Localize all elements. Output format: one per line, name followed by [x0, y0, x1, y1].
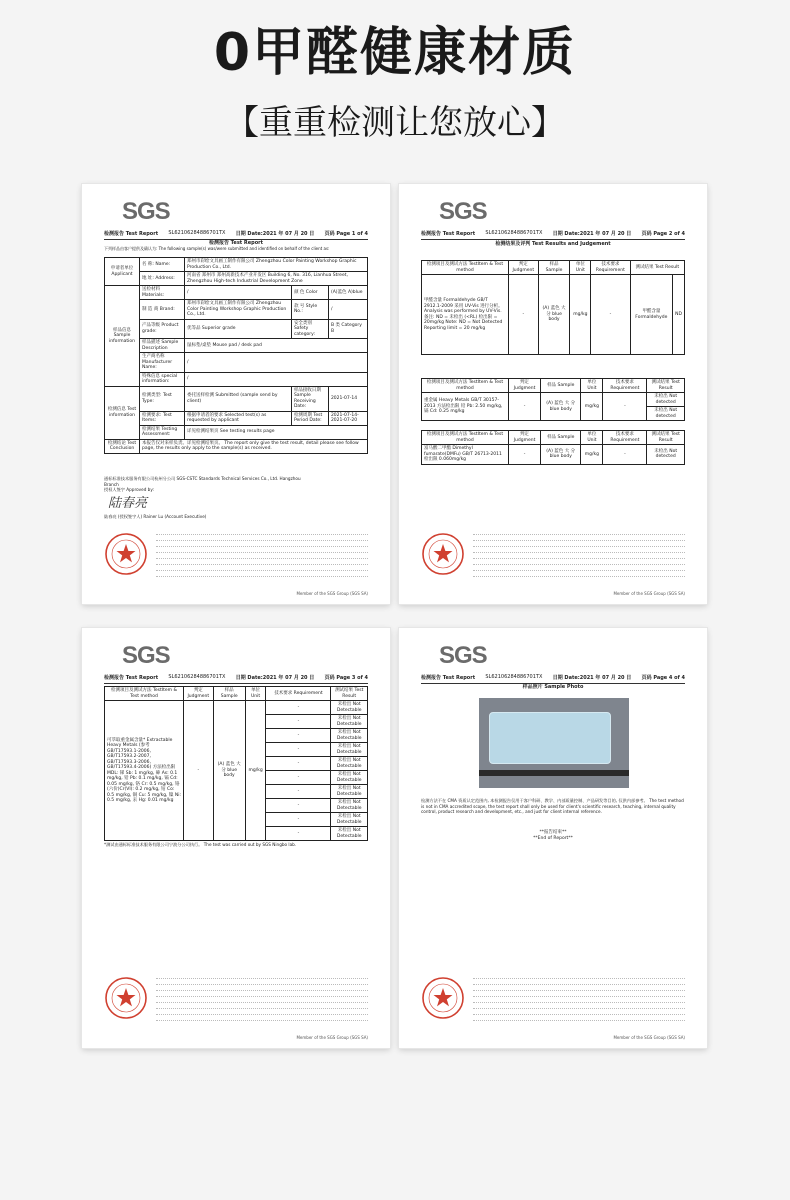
col-result: 测试结果 Test Result	[647, 431, 685, 445]
col-requirement: 技术要求 Requirement	[603, 431, 647, 445]
section-title: 检测结果及评判 Test Results and Judgement	[495, 241, 611, 247]
member-line: Member of the SGS Group (SGS SA)	[296, 1035, 368, 1040]
sample-info-label: 样品信息 Sample information	[105, 286, 140, 387]
col-result: 测试结果 Test Result	[647, 379, 685, 393]
name-label: 名 称: Name:	[140, 258, 185, 272]
report-page-1	[82, 184, 390, 604]
sgs-logo: SGS	[439, 642, 487, 669]
col-requirement: 技术要求 Requirement	[603, 379, 647, 393]
end-of-report-cn: **报告结束**	[539, 830, 567, 835]
report-header	[104, 674, 368, 684]
report-date: 日期 Date:2021 年 07 月 20 日	[552, 675, 632, 681]
dmfu-method: 富马酸二甲酯 Dimethyl fumarate(DMFu) GB/T 26713-2011 检出限 0.060mg/kg	[422, 445, 509, 465]
page-footer	[104, 974, 368, 1030]
col-item: 检测项目及测试方法 TestItem & Test method	[105, 687, 184, 701]
manufacturer-label: 生产商名称 Manufacturer Name:	[140, 353, 185, 373]
result-cell: 未检出 Not Detectable	[331, 771, 368, 785]
lab-note: *测试由通标标准技术服务有限公司宁波分公司执行。 The test was carried out by SGS Ningbo lab.	[104, 842, 297, 847]
report-number: SL62106284886701TX	[485, 674, 543, 680]
section-title: 检测报告 Test Report	[208, 240, 264, 246]
intro-text: 下列样品由客户提供及确认为: The following sample(s) was/were submitted and identified on behalf of the client as:	[104, 246, 330, 251]
name-value: 郑州市彩绘文具画工制作有限公司 Zhengzhou Color Painting Workshop Graphic Production Co., Ltd.	[185, 258, 368, 272]
col-unit: 单位 Unit	[581, 379, 603, 393]
extractable-metals-table	[104, 686, 368, 841]
receive-date-value: 2021-07-14	[328, 386, 367, 411]
heavy-metals-table	[421, 378, 685, 421]
approved-by: 授权人签字 Approved by:	[104, 487, 154, 492]
requirement-cell: -	[266, 743, 331, 757]
formaldehyde-name: 甲醛含量 Formaldehyde	[630, 275, 673, 355]
col-sample: 样品 Sample	[541, 379, 581, 393]
test-type-label: 检测类型: Test Type:	[140, 386, 185, 411]
result-cell: 未检出 Not Detectable	[331, 799, 368, 813]
heavy-metals-result-pb: 未检出 Not detected	[647, 393, 685, 407]
col-unit: 单位 Unit	[570, 261, 591, 275]
extractable-metals-sample: (A) 蓝色 大 分 blue body	[213, 701, 245, 841]
test-type-value: 委托送样检测 Submitted (sample send by client)	[185, 386, 292, 411]
seal-stamp-icon	[104, 976, 148, 1020]
sgs-logo: SGS	[122, 642, 170, 669]
report-label: 检测报告 Test Report	[104, 231, 159, 237]
report-page-3	[82, 628, 390, 1048]
maker-label: 制 造 商 Brand:	[140, 300, 185, 320]
result-cell: 未检出 Not Detectable	[331, 785, 368, 799]
heavy-metals-unit: mg/kg	[581, 393, 603, 421]
col-item: 检测项目及测试方法 TestItem & Test method	[422, 261, 509, 275]
dmfu-sample: (A) 蓝色 大 分 blue body	[541, 445, 581, 465]
applicant-label: 申请者单位 Applicant	[105, 258, 140, 286]
report-label: 检测报告 Test Report	[421, 675, 476, 681]
extractable-metals-unit: mg/kg	[245, 701, 266, 841]
report-date: 日期 Date:2021 年 07 月 20 日	[235, 675, 315, 681]
seal-stamp-icon	[104, 532, 148, 576]
requirement-cell: -	[266, 799, 331, 813]
report-date: 日期 Date:2021 年 07 月 20 日	[552, 231, 632, 237]
report-header	[421, 230, 685, 240]
formaldehyde-requirement: -	[591, 275, 630, 355]
report-date: 日期 Date:2021 年 07 月 20 日	[235, 231, 315, 237]
test-period-label: 检测周期 Test Period Date:	[291, 411, 328, 425]
requirement-cell: -	[266, 757, 331, 771]
report-header	[104, 230, 368, 240]
seal-stamp-icon	[421, 976, 465, 1020]
formaldehyde-judgment: -	[509, 275, 539, 355]
color-value: (A)蓝色 A)blue	[328, 286, 367, 300]
desc-label: 样品描述 Sample Description	[140, 339, 185, 353]
dmfu-table	[421, 430, 685, 465]
dmfu-judgment: -	[509, 445, 541, 465]
report-header	[421, 674, 685, 684]
safety-value: B 类 Category B	[328, 319, 367, 339]
col-unit: 单位 Unit	[581, 431, 603, 445]
result-cell: 未检出 Not Detectable	[331, 729, 368, 743]
result-cell: 未检出 Not Detectable	[331, 701, 368, 715]
formaldehyde-method: 甲醛含量 Formaldehyde GB/T 2912.1-2009 采用 UV-Vis 进行分析。 Analysis was performed by UV-Vis. 备注: ND = 未检出 (<RL) 检出限 = 20mg/kg Note: ND = Not Detected Reporting limit = 20 mg/kg	[422, 275, 509, 355]
conclusion-value: 本报告仅对来样负责。详见检测结果页。 The report only give the test result, detail please see follow page, the results only apply to the sample(s) as received.	[140, 439, 368, 453]
page-footer	[104, 530, 368, 586]
col-unit: 单位 Unit	[245, 687, 266, 701]
cma-statement: 检测方法不在 CMA 资质认定范围内, 本检测报告仅用于客户科研、教学、内部质量控制、产品研发等目的, 仅供内部参考。 The test method is not in CMA accredited scope, the test report shall only be used for client's scientific research, teaching, internal quality control, product research and development, etc., and just for client internal reference.	[421, 798, 684, 814]
sgs-logo: SGS	[439, 198, 487, 225]
page-number: 页码 Page 2 of 4	[641, 231, 685, 237]
page-title: 0甲醛健康材质	[213, 23, 577, 83]
signer-name: 陆春亮 (授权签字人) Rainer Lu (Account Executive)	[104, 513, 207, 519]
col-requirement: 技术要求 Requirement	[266, 687, 331, 701]
fine-print	[156, 534, 368, 582]
style-value: /	[328, 300, 367, 320]
mouse-pad-image	[489, 712, 611, 764]
requirement-cell: -	[266, 771, 331, 785]
extractable-metals-method: 可萃取重金属含量* Extractable Heavy Metals (参考 GB/T17593.1-2006, GB/T17593.2-2007, GB/T17593.3-2006, GB/T17593.4-2006) 方法检出限 MDL: 锑 Sb: 1 mg/kg, 砷 As: 0.1 mg/kg, 铅 Pb: 0.1 mg/kg, 镉 Cd: 0.05 mg/kg, 铬 Cr: 0.5 mg/kg, 铬(六价)Cr(VI): 0.2 mg/kg, 钴 Co: 0.5 mg/kg, 铜 Cu: 5 mg/kg, 镍 Ni: 0.5 mg/kg, 汞 Hg: 0.01 mg/kg	[105, 701, 184, 841]
page-footer	[421, 530, 685, 586]
requirement-cell: -	[266, 813, 331, 827]
heavy-metals-sample: (A) 蓝色 大 分 blue body	[541, 393, 581, 421]
material-label: 送检材料 Materials:	[140, 286, 185, 300]
col-judgment: 判定 Judgment	[184, 687, 214, 701]
style-label: 款 号 Style No.:	[291, 300, 328, 320]
result-cell: 未检出 Not Detectable	[331, 813, 368, 827]
desc-value: 鼠标垫/桌垫 Mouse pad / desk pad	[185, 339, 368, 353]
col-requirement: 技术要求 Requirement	[591, 261, 630, 275]
special-value: /	[185, 372, 368, 386]
col-judgment: 判定 Judgment	[509, 261, 539, 275]
dmfu-unit: mg/kg	[581, 445, 603, 465]
page-footer	[421, 974, 685, 1030]
grade-label: 产品等级 Product grade:	[140, 319, 185, 339]
result-cell: 未检出 Not Detectable	[331, 827, 368, 841]
grade-value: 优等品 Superior grade	[185, 319, 292, 339]
special-label: 特殊信息 special information:	[140, 372, 185, 386]
conclusion-label: 检测结论 Test Conclusion	[105, 439, 140, 453]
safety-label: 安全类别 Safety category:	[291, 319, 328, 339]
report-info-table	[104, 257, 368, 454]
test-period-value: 2021-07-14-2021-07-20	[328, 411, 367, 425]
requirement-cell: -	[266, 785, 331, 799]
heavy-metals-method: 重金属 Heavy Metals GB/T 30157-2013 方法检出限 铅 Pb: 2.50 mg/kg, 镉 Cd: 0.25 mg/kg	[422, 393, 509, 421]
member-line: Member of the SGS Group (SGS SA)	[613, 1035, 685, 1040]
sample-photo	[479, 698, 629, 788]
test-items-value: 根据申请者的要求 Selected test(s) as requested by applicant	[185, 411, 292, 425]
page-subtitle: 【重重检测让您放心】	[225, 103, 565, 143]
requirement-cell: -	[266, 729, 331, 743]
photo-title: 样品照片 Sample Photo	[522, 684, 584, 690]
member-line: Member of the SGS Group (SGS SA)	[613, 591, 685, 596]
formaldehyde-unit: mg/kg	[570, 275, 591, 355]
page-number: 页码 Page 1 of 4	[324, 231, 368, 237]
result-cell: 未检出 Not Detectable	[331, 743, 368, 757]
col-item: 检测项目及测试方法 TestItem & Test method	[422, 431, 509, 445]
result-cell: 未检出 Not Detectable	[331, 715, 368, 729]
member-line: Member of the SGS Group (SGS SA)	[296, 591, 368, 596]
material-value: /	[185, 286, 292, 300]
end-of-report-en: **End of Report**	[533, 836, 573, 841]
result-cell: 未检出 Not Detectable	[331, 757, 368, 771]
formaldehyde-sample: (A) 蓝色 大 分 blue body	[538, 275, 570, 355]
heavy-metals-judgment: -	[509, 393, 541, 421]
lab-company: 通标标准技术服务有限公司杭州分公司 SGS-CSTC Standards Technical Services Co., Ltd. Hangzhou Branch	[104, 476, 301, 487]
col-judgment: 判定 Judgment	[509, 379, 541, 393]
report-page-4	[399, 628, 707, 1048]
col-result: 测试结果 Test Result	[331, 687, 368, 701]
col-sample: 样品 Sample	[213, 687, 245, 701]
dmfu-requirement: -	[603, 445, 647, 465]
col-sample: 样品 Sample	[538, 261, 570, 275]
maker-value: 郑州市彩绘文具画工制作有限公司 Zhengzhou Color Painting Workshop Graphic Production Co., Ltd.	[185, 300, 292, 320]
heavy-metals-requirement: -	[603, 393, 647, 421]
fine-print	[156, 978, 368, 1026]
address-value: 河南省 郑州市 郑州高新技术产业开发区 Building 6, No. 316, Lianhua Street, Zhengzhou High-tech Industrial Development Zone	[185, 272, 368, 286]
report-number: SL62106284886701TX	[168, 674, 226, 680]
formaldehyde-result: ND	[673, 275, 685, 355]
manufacturer-value: /	[185, 353, 368, 373]
test-info-label: 检测信息 Test information	[105, 386, 140, 439]
page-number: 页码 Page 4 of 4	[641, 675, 685, 681]
fine-print	[473, 978, 685, 1026]
col-item: 检测项目及测试方法 TestItem & Test method	[422, 379, 509, 393]
dmfu-result: 未检出 Not detected	[647, 445, 685, 465]
address-label: 地 址: Address:	[140, 272, 185, 286]
extractable-metals-judgment: -	[184, 701, 214, 841]
formaldehyde-table	[421, 260, 685, 355]
signature: 陆春亮	[108, 495, 148, 511]
receive-date-label: 样品接收日期 Sample Receiving Date:	[291, 386, 328, 411]
requirement-cell: -	[266, 827, 331, 841]
sgs-logo: SGS	[122, 198, 170, 225]
report-number: SL62106284886701TX	[485, 230, 543, 236]
fine-print	[473, 534, 685, 582]
table-edge	[479, 770, 629, 776]
col-sample: 样品 Sample	[541, 431, 581, 445]
report-page-2	[399, 184, 707, 604]
color-label: 颜 色 Color	[291, 286, 328, 300]
col-result: 测试结果 Test Result	[630, 261, 684, 275]
assessment-value: 详见检测结果页 See testing results page	[185, 425, 368, 439]
heavy-metals-result-cd: 未检出 Not detected	[647, 407, 685, 421]
test-items-label: 检测要求: Test Items:	[140, 411, 185, 425]
report-label: 检测报告 Test Report	[421, 231, 476, 237]
requirement-cell: -	[266, 701, 331, 715]
report-label: 检测报告 Test Report	[104, 675, 159, 681]
requirement-cell: -	[266, 715, 331, 729]
report-number: SL62106284886701TX	[168, 230, 226, 236]
assessment-label: 检测结果 Testing Assessment:	[140, 425, 185, 439]
seal-stamp-icon	[421, 532, 465, 576]
col-judgment: 判定 Judgment	[509, 431, 541, 445]
page-number: 页码 Page 3 of 4	[324, 675, 368, 681]
